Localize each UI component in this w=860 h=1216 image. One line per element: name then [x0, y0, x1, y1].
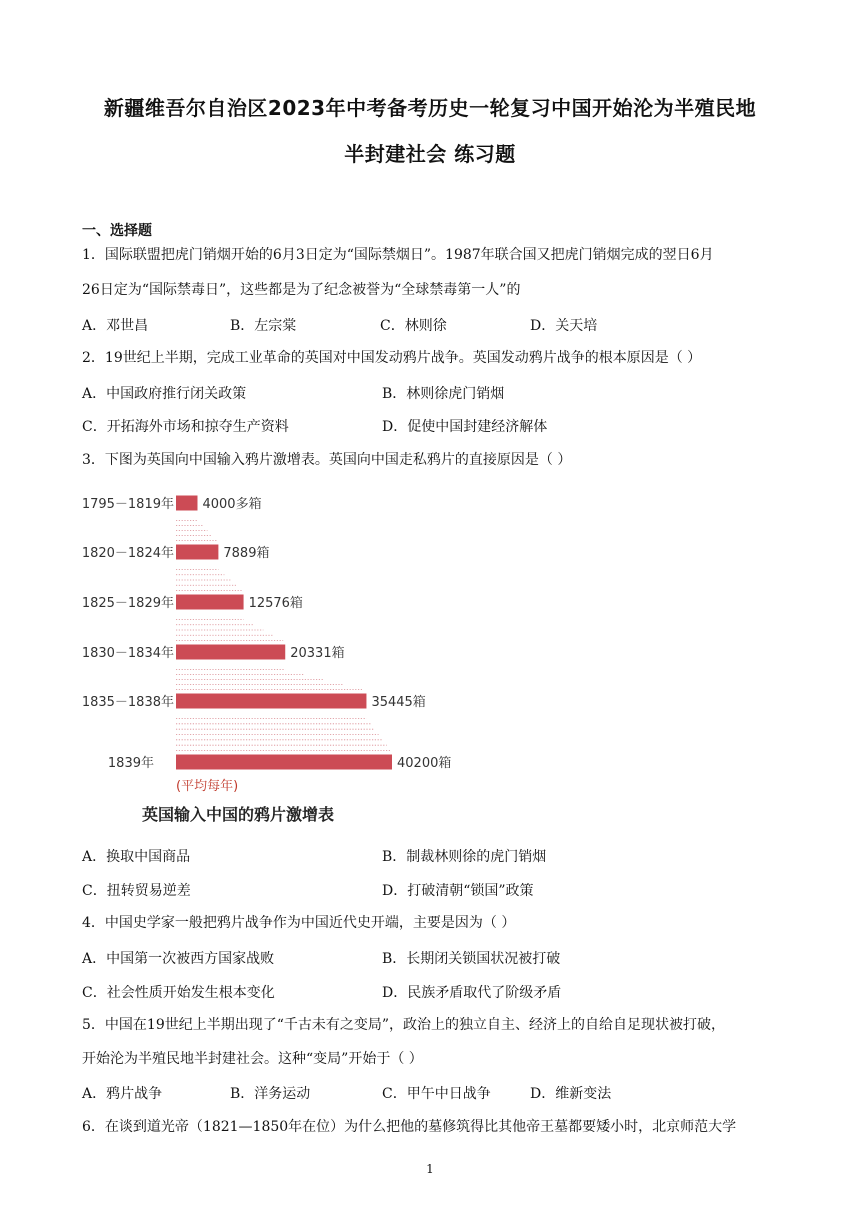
question-2-option-c[interactable]: C．开拓海外市场和掠夺生产资料 [82, 419, 289, 435]
chart-value-label: 35445箱 [371, 695, 426, 710]
chart-note: (平均每年) [176, 779, 239, 794]
question-2-option-d[interactable]: D．促使中国封建经济解体 [382, 419, 548, 435]
question-5-line2: 开始沦为半殖民地半封建社会。这种“变局”开始于（ ） [82, 1051, 423, 1067]
opium-import-chart [80, 485, 480, 830]
question-3-option-b[interactable]: B．制裁林则徐的虎门销烟 [382, 849, 547, 865]
chart-bars [82, 496, 452, 772]
chart-value-label: 7889箱 [223, 546, 270, 561]
chart-value-label: 12576箱 [248, 596, 303, 611]
question-6-line1: 6．在谈到道光帝（1821—1850年在位）为什么把他的墓修筑得比其他帝王墓都要矮小时，北京师范大学 [82, 1119, 737, 1135]
question-1-line1: 1．国际联盟把虎门销烟开始的6月3日定为“国际禁烟日”。1987年联合国又把虎门销烟完成的翌日6月 [82, 247, 714, 263]
chart-bar [176, 694, 366, 709]
chart-category-label: 1835－1838年 [81, 695, 174, 710]
question-1-option-a[interactable]: A．邓世昌 [82, 318, 149, 334]
question-4-option-d[interactable]: D．民族矛盾取代了阶级矛盾 [382, 985, 562, 1001]
chart-category-label: 1820－1824年 [81, 546, 174, 561]
chart-value-label: 20331箱 [290, 646, 345, 661]
question-1-option-c[interactable]: C．林则徐 [380, 318, 447, 334]
document-title-line2: 半封建社会 练习题 [344, 142, 516, 166]
question-5-option-c[interactable]: C．甲午中日战争 [382, 1086, 491, 1102]
question-4-option-c[interactable]: C．社会性质开始发生根本变化 [82, 985, 275, 1001]
chart-bar [176, 755, 392, 770]
chart-bar [176, 645, 285, 660]
chart-bar [176, 545, 218, 560]
question-2-option-b[interactable]: B．林则徐虎门销烟 [382, 386, 505, 402]
section-heading: 一、选择题 [82, 223, 152, 239]
question-5-line1: 5．中国在19世纪上半期出现了“千古未有之变局”，政治上的独立自主、经济上的自给自足现状被打破， [82, 1017, 726, 1033]
chart-title: 英国输入中国的鸦片激增表 [142, 805, 335, 824]
question-3-option-d[interactable]: D．打破清朝“锁国”政策 [382, 883, 534, 899]
chart-value-label: 40200箱 [397, 756, 452, 771]
question-4-line1: 4．中国史学家一般把鸦片战争作为中国近代史开端，主要是因为（ ） [82, 915, 516, 931]
chart-category-label: 1825－1829年 [81, 596, 174, 611]
question-5-option-a[interactable]: A．鸦片战争 [82, 1086, 163, 1102]
chart-bar [176, 496, 197, 511]
question-1-line2: 26日定为“国际禁毒日”，这些都是为了纪念被誉为“全球禁毒第一人”的 [82, 282, 521, 298]
question-4-option-a[interactable]: A．中国第一次被西方国家战败 [82, 951, 275, 967]
chart-value-label: 4000多箱 [202, 497, 262, 512]
chart-category-label: 1795－1819年 [81, 497, 174, 512]
question-3-option-a[interactable]: A．换取中国商品 [82, 849, 191, 865]
question-4-option-b[interactable]: B．长期闭关锁国状况被打破 [382, 951, 561, 967]
question-1-option-b[interactable]: B．左宗棠 [230, 318, 297, 334]
question-3-option-c[interactable]: C．扭转贸易逆差 [82, 883, 191, 899]
question-2-line1: 2．19世纪上半期，完成工业革命的英国对中国发动鸦片战争。英国发动鸦片战争的根本原因是（ ） [82, 350, 702, 366]
chart-category-label: 1839年 [107, 756, 154, 771]
chart-category-label: 1830－1834年 [81, 646, 174, 661]
document-title-line1: 新疆维吾尔自治区2023年中考备考历史一轮复习中国开始沦为半殖民地 [103, 96, 757, 120]
question-5-option-d[interactable]: D．维新变法 [530, 1086, 612, 1102]
chart-bar [176, 595, 244, 610]
page-number: 1 [426, 1162, 434, 1176]
question-5-option-b[interactable]: B．洋务运动 [230, 1086, 311, 1102]
question-2-option-a[interactable]: A．中国政府推行闭关政策 [82, 386, 247, 402]
question-1-option-d[interactable]: D．关天培 [530, 318, 598, 334]
question-3-line1: 3．下图为英国向中国输入鸦片激增表。英国向中国走私鸦片的直接原因是（ ） [82, 452, 572, 468]
